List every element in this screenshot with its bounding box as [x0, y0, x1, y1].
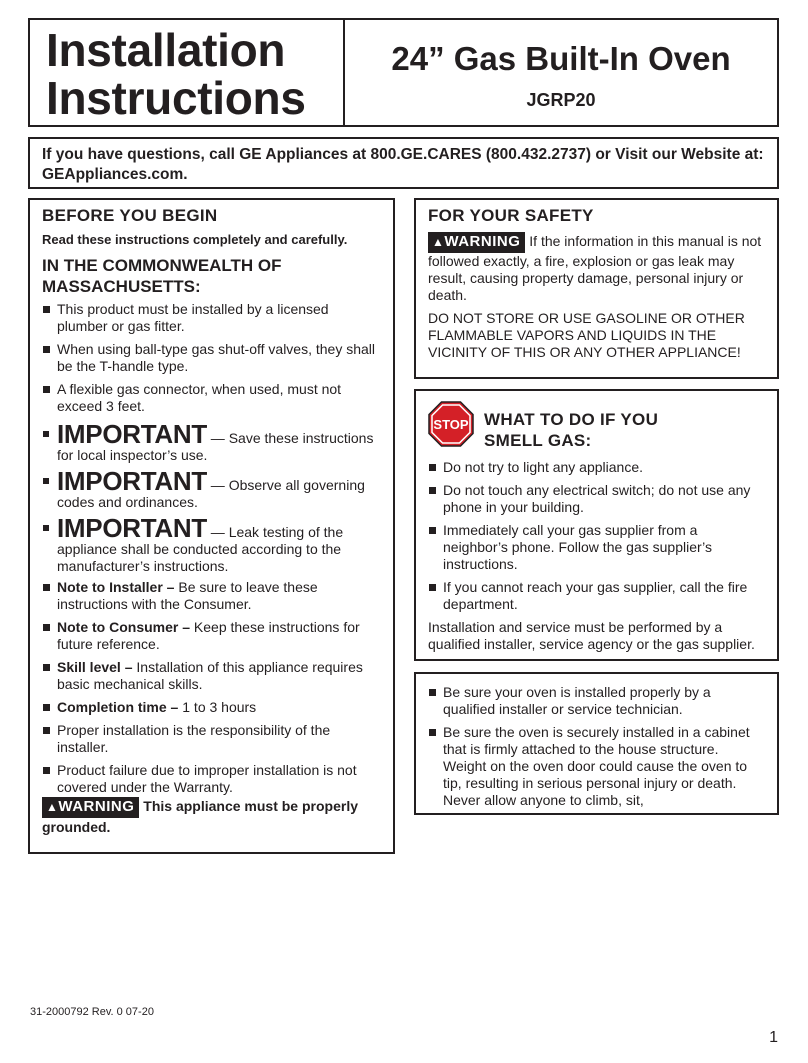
important-item: [42, 468, 381, 511]
warning-triangle-icon: ▲: [46, 800, 59, 814]
note-item: [42, 619, 381, 653]
warning-badge: [428, 232, 525, 253]
list-item: If you cannot reach your gas supplier, call the fire department.: [428, 579, 765, 613]
smell-gas-section: [414, 389, 779, 661]
safety-warning: [428, 232, 765, 304]
note-item: [42, 699, 381, 716]
document-number: 31-2000792 Rev. 0 07-20: [30, 1006, 154, 1018]
warning-label: WARNING: [444, 233, 521, 250]
list-item: Product failure due to improper installation is not covered under the Warranty.: [42, 762, 381, 796]
note-text: Keep these instructions for future reference.: [57, 619, 360, 652]
list-item: Do not touch any electrical switch; do not use any phone in your building.: [428, 482, 765, 516]
read-instructions-line: Read these instructions completely and carefully.: [42, 232, 348, 247]
note-label: Skill level –: [57, 659, 133, 675]
stop-sign-icon: [428, 401, 474, 447]
for-your-safety-section: [414, 198, 779, 379]
note-label: Completion time –: [57, 699, 179, 715]
contact-text: If you have questions, call GE Appliances at 800.GE.CARES (800.432.2737) or Visit our Website at: GEAppliances.com.: [42, 146, 764, 183]
note-label: Note to Consumer –: [57, 619, 191, 635]
page-title: [46, 26, 306, 122]
smell-gas-list: [428, 459, 765, 613]
title-line-1: Installation: [46, 24, 286, 76]
safety-caps-warning: DO NOT STORE OR USE GASOLINE OR OTHER FLAMMABLE VAPORS AND LIQUIDS IN THE VICINITY OF THIS OR ANY OTHER APPLIANCE!: [428, 310, 745, 360]
important-text: — Observe all governing codes and ordinances.: [57, 477, 365, 510]
important-word: IMPORTANT: [57, 466, 207, 496]
installation-safety-section: [414, 672, 779, 815]
safety-warning-text: If the information in this manual is not followed exactly, a fire, explosion or gas leak may result, causing property damage, personal injury or death.: [428, 233, 762, 303]
important-text: — Save these instructions for local inspector’s use.: [57, 430, 374, 463]
important-item: [42, 421, 381, 464]
smell-gas-header: [428, 401, 765, 451]
note-label: Note to Installer –: [57, 579, 175, 595]
note-item: [42, 579, 381, 613]
list-item: This product must be installed by a licensed plumber or gas fitter.: [42, 301, 381, 335]
before-heading: BEFORE YOU BEGIN: [42, 206, 218, 225]
smell-gas-heading: [484, 409, 658, 451]
note-item: [42, 659, 381, 693]
title-line-2: Instructions: [46, 72, 306, 124]
grounding-warning-text: This appliance must be properly grounded.: [42, 798, 358, 835]
list-item: Be sure the oven is securely installed in a cabinet that is firmly attached to the house structure. Weight on the oven door could cause the oven to tip, resulting in serious personal injury or death. Never allow anyone to climb, sit,: [428, 724, 765, 809]
title-box: [28, 18, 345, 127]
important-word: IMPORTANT: [57, 513, 207, 543]
note-text: 1 to 3 hours: [178, 699, 257, 715]
before-you-begin-section: [28, 198, 395, 854]
list-item: Proper installation is the responsibility of the installer.: [42, 722, 381, 756]
important-text: — Leak testing of the appliance shall be conducted according to the manufacturer’s instructions.: [57, 524, 344, 574]
note-text: Be sure to leave these instructions with the Consumer.: [57, 579, 318, 612]
note-text: Installation of this appliance requires basic mechanical skills.: [57, 659, 363, 692]
smell-gas-heading-line-1: WHAT TO DO IF YOU: [484, 410, 659, 429]
list-item: Be sure your oven is installed properly by a qualified installer or service technician.: [428, 684, 765, 718]
warning-badge: [42, 797, 139, 818]
product-box: [343, 18, 779, 127]
smell-gas-footer: Installation and service must be performed by a qualified installer, service agency or the gas supplier.: [428, 619, 755, 652]
contact-banner: [28, 137, 779, 189]
list-item: A flexible gas connector, when used, must not exceed 3 feet.: [42, 381, 381, 415]
grounding-warning: [42, 797, 381, 836]
list-item: Do not try to light any appliance.: [428, 459, 765, 476]
smell-gas-heading-line-2: SMELL GAS:: [484, 431, 592, 450]
list-item: Immediately call your gas supplier from a neighbor’s phone. Follow the gas supplier’s instructions.: [428, 522, 765, 573]
stop-label: STOP: [433, 417, 469, 432]
important-word: IMPORTANT: [57, 419, 207, 449]
massachusetts-heading: IN THE COMMONWEALTH OF MASSACHUSETTS:: [42, 256, 282, 296]
massachusetts-list: [42, 301, 381, 796]
product-title: 24” Gas Built-In Oven: [391, 40, 731, 77]
safety-heading: FOR YOUR SAFETY: [428, 206, 594, 225]
list-item: When using ball-type gas shut-off valves, they shall be the T-handle type.: [42, 341, 381, 375]
model-number: JGRP20: [526, 90, 596, 110]
important-item: [42, 515, 381, 575]
warning-label: WARNING: [58, 798, 135, 815]
page-number: 1: [769, 1029, 778, 1046]
installation-list: [428, 684, 765, 809]
warning-triangle-icon: ▲: [432, 235, 445, 249]
